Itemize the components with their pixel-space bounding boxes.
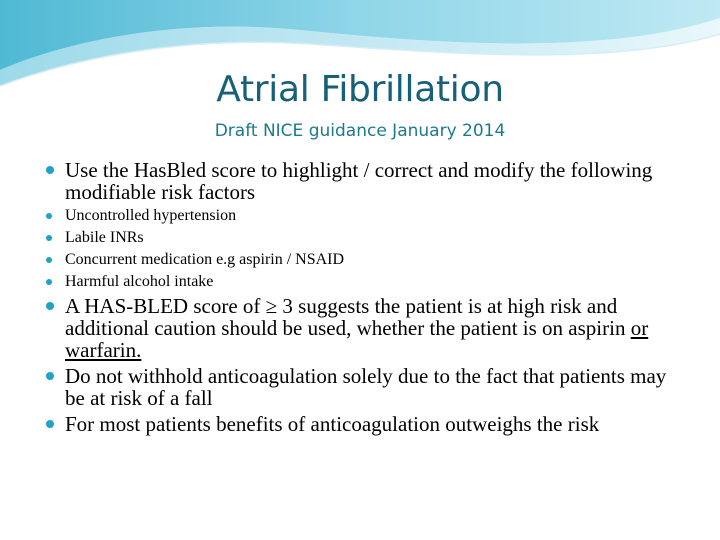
- bullet-icon: [46, 235, 52, 241]
- slide-title: Atrial Fibrillation: [216, 69, 504, 110]
- bullet-text: Labile INRs: [65, 229, 144, 246]
- bullet-icon: [46, 257, 52, 263]
- bullet-text: A HAS-BLED score of ≥ 3 suggests the patient is at high risk and additional caution should be used, whether the patient is on aspirin: [65, 294, 631, 340]
- sub-bullet-item: [46, 272, 686, 291]
- bullet-icon: [46, 166, 54, 174]
- bullet-text: For most patients benefits of anticoagulation outweighs the risk: [65, 412, 600, 436]
- bullet-text: Use the HasBled score to highlight / correct and modify the following modifiable risk factors: [65, 158, 653, 204]
- bullet-item: [46, 365, 686, 409]
- sub-bullet-item: [46, 250, 686, 269]
- bullet-text: Do not withhold anticoagulation solely due to the fact that patients may be at risk of a fall: [65, 364, 667, 410]
- bullet-icon: [46, 420, 54, 428]
- sub-bullet-item: [46, 228, 686, 247]
- bullet-item: [46, 413, 686, 435]
- sub-bullet-item: [46, 206, 686, 225]
- slide-subtitle: Draft NICE guidance January 2014: [214, 121, 506, 141]
- bullet-icon: [46, 279, 52, 285]
- bullet-text: Concurrent medication e.g aspirin / NSAID: [65, 251, 345, 268]
- bullet-list: [46, 155, 686, 435]
- bullet-item: [46, 159, 686, 203]
- bullet-icon: [46, 302, 54, 310]
- bullet-underlined-text: or warfarin.: [65, 316, 649, 362]
- bullet-icon: [46, 372, 54, 380]
- bullet-text: Harmful alcohol intake: [65, 273, 214, 290]
- bullet-text: Uncontrolled hypertension: [65, 207, 237, 224]
- bullet-icon: [46, 213, 52, 219]
- bullet-item: [46, 295, 686, 361]
